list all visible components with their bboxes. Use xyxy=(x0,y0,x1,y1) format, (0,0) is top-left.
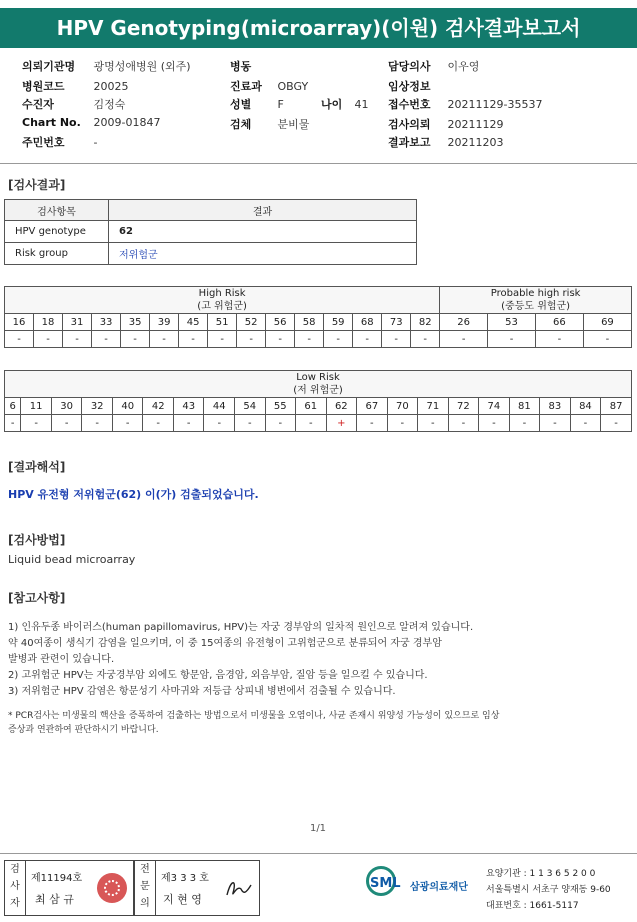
high-risk-table xyxy=(4,286,632,348)
hpv-result-cell: - xyxy=(411,331,440,348)
hpv-type-cell: 71 xyxy=(418,398,449,415)
result-header-value: 결과 xyxy=(109,200,417,221)
hpv-result-cell: - xyxy=(324,331,353,348)
receipt-no-row xyxy=(388,96,542,112)
hpv-type-cell: 52 xyxy=(237,314,266,331)
table-row xyxy=(5,243,417,265)
institution-value: 광명성애병원 (외주) xyxy=(93,60,191,73)
patient-row xyxy=(22,96,125,112)
hpv-type-cell: 62 xyxy=(326,398,357,415)
probable-high-risk-header xyxy=(440,287,632,314)
age-label: 나이 xyxy=(321,98,343,111)
hpv-type-cell: 18 xyxy=(34,314,63,331)
hpv-result-cell: - xyxy=(21,415,52,432)
hpv-type-cell: 26 xyxy=(440,314,488,331)
result-section-title: [검사결과] xyxy=(8,178,66,192)
note-line: 3) 저위험군 HPV 감염은 항문성기 사마귀와 저등급 상피내 병변에서 검출될 수 있습니다. xyxy=(8,686,396,697)
care-code: 요양기관 : 1 1 3 6 5 2 0 0 xyxy=(486,869,596,879)
approver-box xyxy=(134,860,260,916)
notes-section-title: [참고사항] xyxy=(8,591,66,605)
result-item-cell: Risk group xyxy=(5,243,109,265)
interpretation-text: HPV 유전형 저위험군(62) 이(가) 검출되었습니다. xyxy=(8,488,259,501)
hpv-type-cell: 40 xyxy=(112,398,143,415)
request-date-value: 20211129 xyxy=(447,118,504,131)
hpv-result-cell: - xyxy=(509,415,540,432)
hpv-type-cell: 39 xyxy=(150,314,179,331)
hpv-type-cell: 87 xyxy=(601,398,632,415)
hpv-result-cell: - xyxy=(479,415,510,432)
doctor-label: 담당의사 xyxy=(388,60,431,73)
hpv-type-cell: 66 xyxy=(535,314,583,331)
hpv-result-cell: - xyxy=(583,331,631,348)
receipt-no-label: 접수번호 xyxy=(388,98,431,111)
hpv-result-cell: - xyxy=(150,331,179,348)
hpv-result-cell: - xyxy=(357,415,388,432)
hpv-type-cell: 81 xyxy=(509,398,540,415)
report-date-value: 20211203 xyxy=(447,136,504,149)
org-phone: 대표번호 : 1661-5117 xyxy=(486,901,579,911)
hpv-result-cell: - xyxy=(387,415,418,432)
hpv-type-cell: 44 xyxy=(204,398,235,415)
ward-label: 병동 xyxy=(230,60,252,73)
hpv-result-cell: - xyxy=(143,415,174,432)
signature-icon xyxy=(223,875,255,903)
info-divider xyxy=(0,163,637,164)
hpv-result-cell: - xyxy=(296,415,327,432)
inspector-label: 검 사 자 xyxy=(5,861,26,915)
hpv-result-cell: - xyxy=(295,331,324,348)
low-risk-types-row xyxy=(5,398,632,415)
hpv-type-cell: 6 xyxy=(5,398,21,415)
hpv-result-cell: - xyxy=(265,415,296,432)
low-risk-header xyxy=(5,371,632,398)
report-title: HPV Genotyping(microarray)(이원) 검사결과보고서 xyxy=(0,8,637,48)
hpv-result-cell: - xyxy=(179,331,208,348)
hpv-type-cell: 67 xyxy=(357,398,388,415)
probable-high-risk-title: Probable high risk xyxy=(490,288,581,299)
hpv-type-cell: 56 xyxy=(266,314,295,331)
org-logo-text: SML xyxy=(370,876,401,891)
hpv-type-cell: 82 xyxy=(411,314,440,331)
hpv-result-cell: - xyxy=(488,331,536,348)
hpv-type-cell: 42 xyxy=(143,398,174,415)
hpv-result-cell: - xyxy=(204,415,235,432)
hpv-type-cell: 35 xyxy=(121,314,150,331)
sex-label: 성별 xyxy=(230,98,252,111)
hpv-type-cell: 31 xyxy=(63,314,92,331)
hpv-type-cell: 69 xyxy=(583,314,631,331)
hpv-result-cell: - xyxy=(34,331,63,348)
specimen-value: 분비물 xyxy=(277,118,310,131)
request-date-label: 검사의뢰 xyxy=(388,118,431,131)
hpv-result-cell: - xyxy=(5,331,34,348)
high-risk-subtitle: (고 위험군) xyxy=(197,301,247,312)
institution-label: 의뢰기관명 xyxy=(22,60,76,73)
approver-name: 지 현 영 xyxy=(163,893,202,906)
hpv-type-cell: 16 xyxy=(5,314,34,331)
hpv-result-cell: - xyxy=(418,415,449,432)
institution-row xyxy=(22,58,191,74)
age-value: 41 xyxy=(354,98,369,111)
dept-label: 진료과 xyxy=(230,80,262,93)
dept-value: OBGY xyxy=(277,80,309,93)
approver-label: 전 문 의 xyxy=(135,861,156,915)
low-risk-title: Low Risk xyxy=(296,372,340,383)
risk-group-value: 저위험군 xyxy=(109,243,417,265)
table-row xyxy=(5,221,417,243)
hpv-result-cell: - xyxy=(570,415,601,432)
hpv-type-cell: 59 xyxy=(324,314,353,331)
inspector-name: 최 삼 규 xyxy=(35,893,74,906)
note-line: 2) 고위험군 HPV는 자궁경부암 외에도 항문암, 음경암, 외음부암, 질암 등을 일으킬 수 있습니다. xyxy=(8,670,428,681)
hpv-type-cell: 70 xyxy=(387,398,418,415)
hpv-type-cell: 11 xyxy=(21,398,52,415)
note-line: 1) 인유두종 바이러스(human papillomavirus, HPV)는 자궁 경부암의 일차적 원인으로 알려져 있습니다. xyxy=(8,622,474,633)
note-line: 약 40여종이 생식기 감염을 일으키며, 이 중 15여종의 유전형이 고위험군으로 분류되어 자궁 경부암 xyxy=(8,638,442,649)
request-date-row xyxy=(388,116,504,132)
result-item-cell: HPV genotype xyxy=(5,221,109,243)
hpv-type-cell: 58 xyxy=(295,314,324,331)
doctor-row xyxy=(388,58,479,74)
hpv-genotype-value: 62 xyxy=(109,221,417,243)
hpv-type-cell: 32 xyxy=(82,398,113,415)
hpv-result-cell: - xyxy=(63,331,92,348)
chart-no-value: 2009-01847 xyxy=(93,116,161,129)
high-risk-header xyxy=(5,287,440,314)
ward-row xyxy=(230,58,274,74)
resident-no-row xyxy=(22,134,97,150)
inspector-license: 제11194호 xyxy=(31,873,83,884)
footer xyxy=(0,853,637,922)
method-section-title: [검사방법] xyxy=(8,533,66,547)
hpv-result-cell: - xyxy=(82,415,113,432)
method-text: Liquid bead microarray xyxy=(8,553,136,566)
result-table-header xyxy=(5,200,417,221)
note-line: 발병과 관련이 있습니다. xyxy=(8,654,115,665)
specimen-label: 검체 xyxy=(230,118,252,131)
dept-row xyxy=(230,78,308,94)
hpv-result-cell: - xyxy=(92,331,121,348)
hpv-result-cell: - xyxy=(266,331,295,348)
high-risk-types-row xyxy=(5,314,632,331)
hospital-code-value: 20025 xyxy=(93,80,129,93)
patient-label: 수진자 xyxy=(22,98,54,111)
hpv-type-cell: 43 xyxy=(173,398,204,415)
hpv-result-cell: - xyxy=(448,415,479,432)
hospital-code-row xyxy=(22,78,129,94)
hpv-result-cell: - xyxy=(237,331,266,348)
hpv-result-cell: - xyxy=(208,331,237,348)
result-header-item: 검사항목 xyxy=(5,200,109,221)
hpv-type-cell: 68 xyxy=(353,314,382,331)
hpv-type-cell: 45 xyxy=(179,314,208,331)
low-risk-table xyxy=(4,370,632,432)
report-date-row xyxy=(388,134,504,150)
hpv-type-cell: 84 xyxy=(570,398,601,415)
hpv-type-cell: 73 xyxy=(382,314,411,331)
hpv-type-cell: 74 xyxy=(479,398,510,415)
result-table xyxy=(4,199,417,265)
hpv-type-cell: 30 xyxy=(51,398,82,415)
specimen-row xyxy=(230,116,309,132)
probable-high-risk-subtitle: (중등도 위험군) xyxy=(501,301,571,312)
inspector-box xyxy=(4,860,134,916)
hpv-result-cell: + xyxy=(326,415,357,432)
hpv-result-cell: - xyxy=(235,415,266,432)
clinical-info-row xyxy=(388,78,444,94)
interpretation-section-title: [결과해석] xyxy=(8,460,66,474)
high-risk-title: High Risk xyxy=(198,288,246,299)
hpv-type-cell: 55 xyxy=(265,398,296,415)
resident-no-label: 주민번호 xyxy=(22,136,65,149)
low-risk-subtitle: (저 위험군) xyxy=(293,385,343,396)
low-risk-results-row xyxy=(5,415,632,432)
page-number: 1/1 xyxy=(309,823,327,834)
org-name: 삼광의료재단 xyxy=(410,882,468,893)
hpv-result-cell: - xyxy=(540,415,571,432)
patient-value: 김정숙 xyxy=(93,98,126,111)
doctor-value: 이우영 xyxy=(447,60,480,73)
hpv-type-cell: 53 xyxy=(488,314,536,331)
report-date-label: 결과보고 xyxy=(388,136,431,149)
seal-icon xyxy=(97,873,127,903)
hpv-result-cell: - xyxy=(112,415,143,432)
hpv-result-cell: - xyxy=(440,331,488,348)
chart-no-row xyxy=(22,116,160,129)
receipt-no-value: 20211129-35537 xyxy=(447,98,543,111)
hpv-result-cell: - xyxy=(51,415,82,432)
pcr-note-line: 증상과 연관하여 판단하시기 바랍니다. xyxy=(8,725,159,735)
resident-no-value: - xyxy=(93,136,98,149)
hpv-type-cell: 51 xyxy=(208,314,237,331)
high-risk-results-row xyxy=(5,331,632,348)
chart-no-label: Chart No. xyxy=(22,116,81,129)
sex-value: F xyxy=(277,98,284,111)
hpv-type-cell: 72 xyxy=(448,398,479,415)
hpv-result-cell: - xyxy=(601,415,632,432)
hpv-result-cell: - xyxy=(173,415,204,432)
hpv-result-cell: - xyxy=(353,331,382,348)
hpv-result-cell: - xyxy=(535,331,583,348)
pcr-note-line: * PCR검사는 미생물의 핵산을 증폭하여 검출하는 방법으로서 미생물을 오염이나, 사균 존재시 위양성 가능성이 있으므로 임상 xyxy=(8,711,500,721)
hpv-result-cell: - xyxy=(5,415,21,432)
clinical-info-label: 임상정보 xyxy=(388,80,431,93)
hpv-result-cell: - xyxy=(382,331,411,348)
approver-license: 제3 3 3 호 xyxy=(161,873,209,884)
hpv-type-cell: 33 xyxy=(92,314,121,331)
hpv-type-cell: 83 xyxy=(540,398,571,415)
hpv-type-cell: 54 xyxy=(235,398,266,415)
hpv-result-cell: - xyxy=(121,331,150,348)
org-address: 서울특별시 서초구 양재동 9-60 xyxy=(486,885,611,895)
hpv-type-cell: 61 xyxy=(296,398,327,415)
hospital-code-label: 병원코드 xyxy=(22,80,65,93)
sex-row xyxy=(230,96,369,112)
